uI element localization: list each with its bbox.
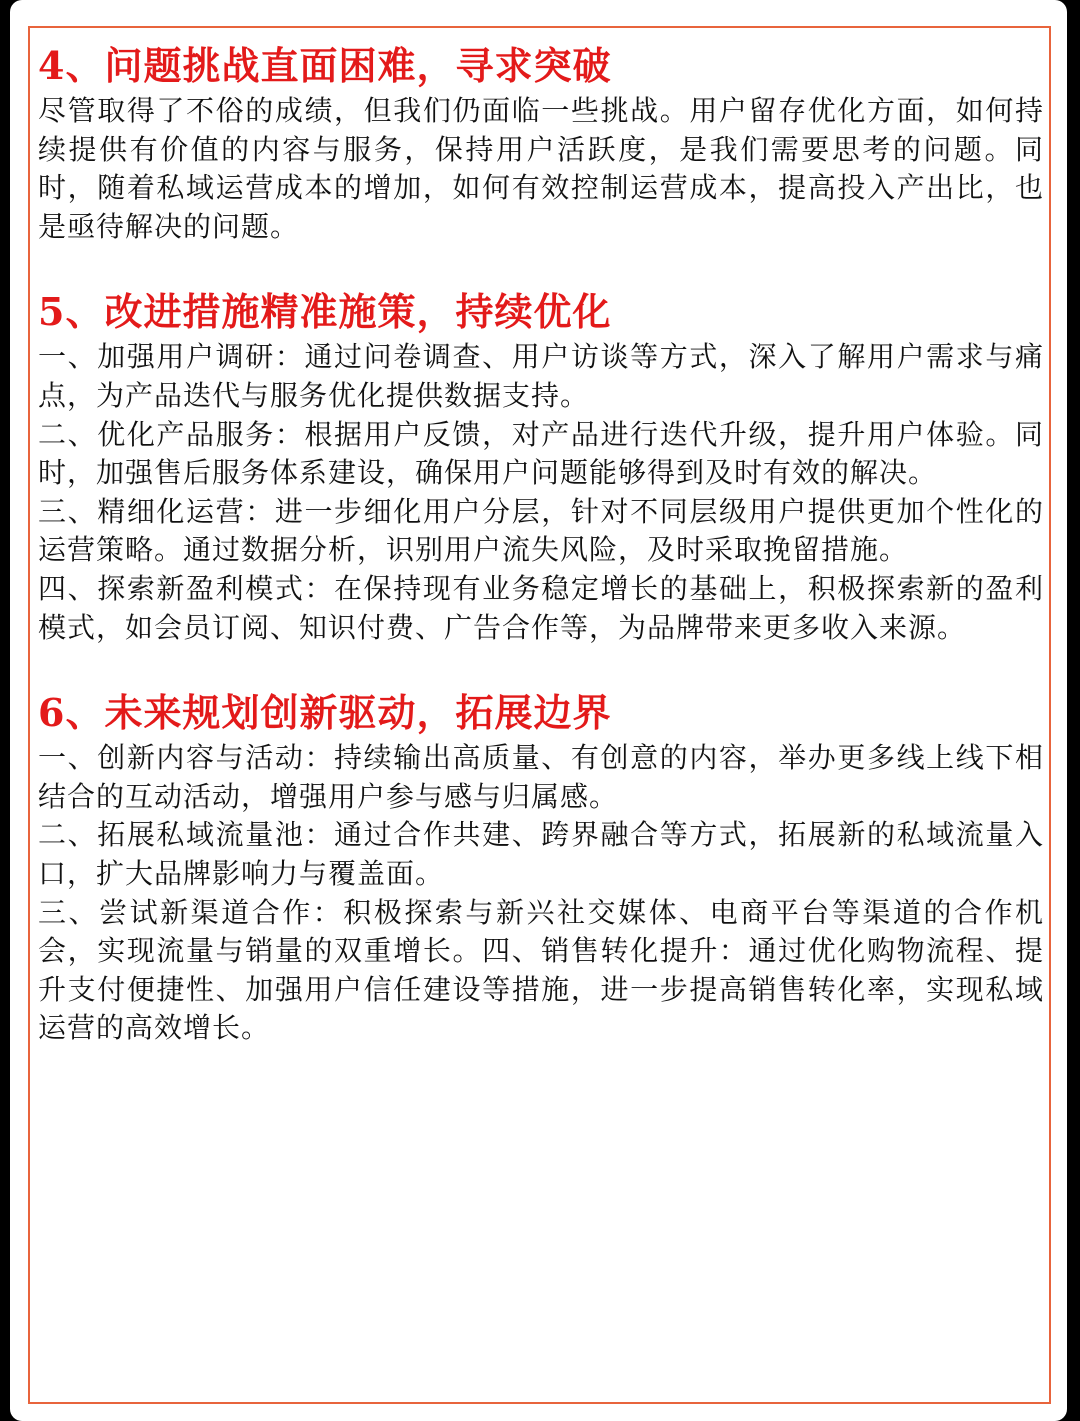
document-page [10,0,1067,1421]
document-content [38,40,1044,1048]
improvement-item-refined-operations: 三、精细化运营：进一步细化用户分层，针对不同层级用户提供更加个性化的运营策略。通过数据分析，识别用户流失风险，及时采取挽留措施。 [38,494,1044,567]
improvement-item-product-service: 二、优化产品服务：根据用户反馈，对产品进行迭代升级，提升用户体验。同时，加强售后服务体系建设，确保用户问题能够得到及时有效的解决。 [38,417,1044,490]
section-improvements [38,286,1044,647]
plan-item-traffic-pool: 二、拓展私域流量池：通过合作共建、跨界融合等方式，拓展新的私域流量入口，扩大品牌影响力与覆盖面。 [38,818,1044,890]
plan-item-new-channels: 三、尝试新渠道合作：积极探索与新兴社交媒体、电商平台等渠道的合作机会，实现流量与销量的双重增长。四、销售转化提升：通过优化购物流程、提升支付便捷性、加强用户信任建设等措施，进一步提高销售转化率，实现私域运营的高效增长。 [38,895,1044,1045]
section-title-improvements: 5、改进措施精准施策，持续优化 [38,289,612,335]
improvement-item-research: 一、加强用户调研：通过问卷调查、用户访谈等方式，深入了解用户需求与痛点，为产品迭代与服务优化提供数据支持。 [38,340,1044,412]
section-challenges [38,40,1044,246]
section-title-future-plans: 6、未来规划创新驱动，拓展边界 [38,690,612,736]
section-title-challenges: 4、问题挑战直面困难，寻求突破 [38,43,612,88]
section-future-plans [38,687,1044,1048]
section-challenges-paragraph: 尽管取得了不俗的成绩，但我们仍面临一些挑战。用户留存优化方面，如何持续提供有价值的内容与服务，保持用户活跃度，是我们需要思考的问题。同时，随着私域运营成本的增加，如何有效控制运营成本，提高投入产出比，也是亟待解决的问题。 [38,94,1044,243]
plan-item-content-activities: 一、创新内容与活动：持续输出高质量、有创意的内容，举办更多线上线下相结合的互动活动，增强用户参与感与归属感。 [38,741,1044,813]
improvement-item-profit-model: 四、探索新盈利模式：在保持现有业务稳定增长的基础上，积极探索新的盈利模式，如会员订阅、知识付费、广告合作等，为品牌带来更多收入来源。 [38,571,1044,644]
